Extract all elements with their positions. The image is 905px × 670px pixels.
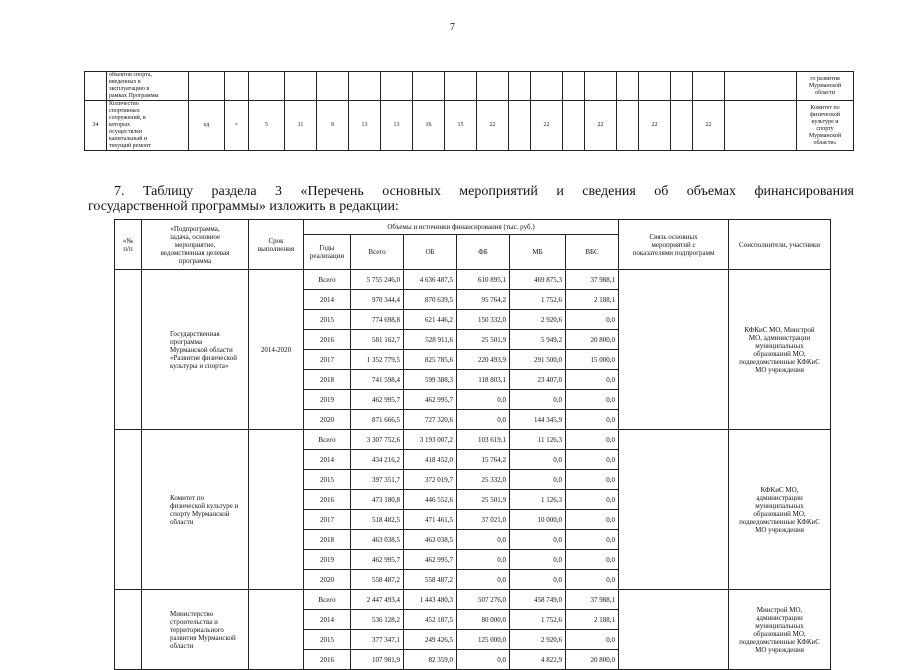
row-vbs: 0,0 bbox=[566, 550, 619, 570]
indicator-value bbox=[381, 72, 413, 101]
row-total: 107 981,9 bbox=[351, 650, 404, 670]
header-program-text-line: программа bbox=[178, 256, 212, 265]
indicator-value bbox=[317, 72, 349, 101]
header-link-text-line: мероприятий с bbox=[651, 240, 696, 249]
row-total: 871 666,5 bbox=[351, 410, 404, 430]
group-num-cell bbox=[115, 590, 142, 670]
header-num-text bbox=[117, 237, 139, 253]
row-mb: 2 920,6 bbox=[510, 310, 566, 330]
row-mb: 23 407,0 bbox=[510, 370, 566, 390]
indicator-executor-line: области» bbox=[813, 139, 837, 146]
row-vbs: 0,0 bbox=[566, 630, 619, 650]
row-total: 970 344,4 bbox=[351, 290, 404, 310]
indicator-name-line: сооружений, в bbox=[109, 115, 146, 121]
indicator-value: 13 bbox=[349, 101, 381, 151]
row-total: 377 347,1 bbox=[351, 630, 404, 650]
row-total: 462 995,7 bbox=[351, 550, 404, 570]
indicator-value bbox=[639, 72, 671, 101]
row-vbs: 2 188,1 bbox=[566, 610, 619, 630]
row-year: 2020 bbox=[304, 410, 351, 430]
row-vbs: 2 188,1 bbox=[566, 290, 619, 310]
header-program-text-line: мероприятие, bbox=[174, 240, 216, 249]
row-fb: 25 501,9 bbox=[457, 490, 510, 510]
row-ob: 249 426,5 bbox=[404, 630, 457, 650]
row-mb: 5 949,2 bbox=[510, 330, 566, 350]
row-fb: 0,0 bbox=[457, 650, 510, 670]
row-total: 536 128,2 bbox=[351, 610, 404, 630]
group-program-line: спорту Мурманской bbox=[170, 509, 230, 518]
indicator-value bbox=[285, 72, 317, 101]
indicator-value bbox=[725, 72, 797, 101]
group-program-line: области bbox=[170, 517, 194, 526]
header-link-text-line: показателями подпрограмм bbox=[632, 248, 715, 257]
group-coexec-cell bbox=[729, 430, 831, 590]
indicator-value bbox=[725, 101, 797, 151]
row-vbs: 0,0 bbox=[566, 570, 619, 590]
indicator-name bbox=[107, 72, 189, 101]
row-fb: 125 000,0 bbox=[457, 630, 510, 650]
row-year: 2020 bbox=[304, 570, 351, 590]
indicator-value: 9 bbox=[317, 101, 349, 151]
group-link-cell bbox=[619, 590, 729, 670]
group-coexec-line: подведомственные КФКиС bbox=[739, 637, 820, 646]
header-program-text-line: ведомственная целевая bbox=[160, 248, 230, 257]
group-program-cell bbox=[142, 590, 249, 670]
indicator-value: 22 bbox=[693, 101, 725, 151]
indicator-value bbox=[671, 101, 693, 151]
row-ob: 825 785,6 bbox=[404, 350, 457, 370]
group-coexec-line: муниципальных bbox=[755, 501, 804, 510]
row-total: 463 038,5 bbox=[351, 530, 404, 550]
indicators-table-continuation bbox=[84, 71, 854, 151]
group-coexec-line: МО учреждения bbox=[755, 645, 804, 654]
row-mb: 291 500,0 bbox=[510, 350, 566, 370]
row-year: Всего bbox=[304, 270, 351, 290]
row-year: 2015 bbox=[304, 630, 351, 650]
row-mb: 4 822,9 bbox=[510, 650, 566, 670]
group-program-cell bbox=[142, 430, 249, 590]
row-ob: 452 187,5 bbox=[404, 610, 457, 630]
header-total: Всего bbox=[351, 235, 404, 270]
group-program-line: развития Мурманской bbox=[170, 633, 236, 642]
row-ob: 621 446,2 bbox=[404, 310, 457, 330]
row-ob: 462 995,7 bbox=[404, 390, 457, 410]
indicator-value bbox=[413, 72, 445, 101]
header-years bbox=[304, 235, 351, 270]
row-fb: 0,0 bbox=[457, 550, 510, 570]
indicator-value bbox=[671, 72, 693, 101]
row-ob: 372 019,7 bbox=[404, 470, 457, 490]
row-ob: 558 487,2 bbox=[404, 570, 457, 590]
row-fb: 220 493,9 bbox=[457, 350, 510, 370]
indicator-executor-line: спорту bbox=[816, 125, 834, 132]
indicator-value: 22 bbox=[639, 101, 671, 151]
indicator-executor bbox=[797, 72, 854, 101]
group-num-cell bbox=[115, 430, 142, 590]
row-fb: 0,0 bbox=[457, 410, 510, 430]
header-period bbox=[249, 220, 304, 270]
indicator-base: = bbox=[225, 101, 249, 151]
indicator-value: 22 bbox=[585, 101, 617, 151]
header-ob: ОБ bbox=[404, 235, 457, 270]
table-row bbox=[115, 430, 831, 450]
row-total: 518 482,5 bbox=[351, 510, 404, 530]
row-vbs: 20 800,0 bbox=[566, 650, 619, 670]
row-vbs: 0,0 bbox=[566, 390, 619, 410]
group-coexec-line: МО учреждения bbox=[755, 525, 804, 534]
group-coexec-cell bbox=[729, 270, 831, 430]
row-vbs: 0,0 bbox=[566, 530, 619, 550]
indicator-value: 11 bbox=[285, 101, 317, 151]
row-total: 774 698,8 bbox=[351, 310, 404, 330]
row-year: 2014 bbox=[304, 610, 351, 630]
indicator-executor-line: физической bbox=[810, 111, 840, 118]
group-program-cell bbox=[142, 270, 249, 430]
indicator-name-line: рамках Программы bbox=[109, 93, 159, 99]
group-coexec-line: КФКиС МО, Минстрой bbox=[744, 325, 815, 334]
row-vbs: 0,0 bbox=[566, 470, 619, 490]
indicator-value bbox=[563, 101, 585, 151]
indicator-name-line: объектов спорта, bbox=[109, 72, 153, 78]
indicator-executor-line: Комитет по bbox=[810, 104, 840, 111]
header-years-text bbox=[306, 244, 348, 260]
group-program-line: Мурманской области bbox=[170, 345, 233, 354]
row-ob: 727 320,6 bbox=[404, 410, 457, 430]
row-total: 558 487,2 bbox=[351, 570, 404, 590]
header-program-text bbox=[144, 225, 246, 265]
indicator-value bbox=[349, 72, 381, 101]
row-mb: 469 875,3 bbox=[510, 270, 566, 290]
row-year: 2018 bbox=[304, 530, 351, 550]
row-year: 2017 bbox=[304, 350, 351, 370]
indicator-name-line: текущий ремонт bbox=[109, 143, 151, 149]
indicator-value bbox=[693, 72, 725, 101]
header-vbs: ВБС bbox=[566, 235, 619, 270]
indicator-name-line: эксплуатацию в bbox=[109, 86, 150, 92]
group-program-line: территориального bbox=[170, 625, 224, 634]
group-num-cell bbox=[115, 270, 142, 430]
group-period-cell bbox=[249, 430, 304, 590]
indicator-name-line: осуществлен bbox=[109, 129, 143, 135]
header-link-text bbox=[621, 233, 726, 257]
row-year: 2016 bbox=[304, 490, 351, 510]
row-ob: 4 636 487,5 bbox=[404, 270, 457, 290]
row-total: 5 755 246,0 bbox=[351, 270, 404, 290]
row-year: 2017 bbox=[304, 510, 351, 530]
activities-financing-table bbox=[114, 219, 831, 670]
row-ob: 1 443 480,3 bbox=[404, 590, 457, 610]
row-vbs: 0,0 bbox=[566, 510, 619, 530]
row-vbs: 0,0 bbox=[566, 450, 619, 470]
group-coexec-line: муниципальных bbox=[755, 341, 804, 350]
row-total: 2 447 493,4 bbox=[351, 590, 404, 610]
row-fb: 103 619,1 bbox=[457, 430, 510, 450]
row-ob: 446 552,6 bbox=[404, 490, 457, 510]
indicator-num bbox=[85, 72, 107, 101]
row-fb: 37 021,0 bbox=[457, 510, 510, 530]
row-mb: 0,0 bbox=[510, 390, 566, 410]
row-total: 1 352 779,5 bbox=[351, 350, 404, 370]
header-program bbox=[142, 220, 249, 270]
indicator-value bbox=[617, 101, 639, 151]
row-fb: 150 332,0 bbox=[457, 310, 510, 330]
indicator-value: 16 bbox=[413, 101, 445, 151]
row-total: 581 162,7 bbox=[351, 330, 404, 350]
header-fb: ФБ bbox=[457, 235, 510, 270]
group-program-line: программа bbox=[170, 337, 203, 346]
row-vbs: 0,0 bbox=[566, 410, 619, 430]
row-mb: 11 126,3 bbox=[510, 430, 566, 450]
header-program-text-line: «Подпрограмма, bbox=[170, 224, 220, 233]
row-fb: 15 764,2 bbox=[457, 450, 510, 470]
row-vbs: 37 988,1 bbox=[566, 270, 619, 290]
indicator-value bbox=[509, 72, 531, 101]
row-year: 2016 bbox=[304, 650, 351, 670]
indicator-value bbox=[249, 72, 285, 101]
indicator-executor bbox=[797, 101, 854, 151]
section-heading bbox=[88, 184, 854, 214]
row-vbs: 0,0 bbox=[566, 370, 619, 390]
row-ob: 528 911,6 bbox=[404, 330, 457, 350]
row-fb: 118 803,1 bbox=[457, 370, 510, 390]
row-fb: 80 000,0 bbox=[457, 610, 510, 630]
group-program-line: культуры и спорта» bbox=[170, 361, 229, 370]
indicator-value bbox=[509, 101, 531, 151]
row-vbs: 0,0 bbox=[566, 430, 619, 450]
group-coexec-line: подведомственные КФКиС bbox=[739, 357, 820, 366]
group-coexec-line: КФКиС МО, bbox=[760, 485, 799, 494]
indicator-value bbox=[477, 72, 509, 101]
indicator-unit: ед bbox=[189, 101, 225, 151]
row-mb: 1 752,6 bbox=[510, 290, 566, 310]
row-ob: 82 359,0 bbox=[404, 650, 457, 670]
header-num-text-line: «№ bbox=[122, 236, 134, 245]
group-coexec-line: образований МО, bbox=[753, 349, 806, 358]
row-year: Всего bbox=[304, 430, 351, 450]
row-ob: 3 193 007,2 bbox=[404, 430, 457, 450]
indicator-value: 15 bbox=[445, 101, 477, 151]
row-mb: 0,0 bbox=[510, 470, 566, 490]
row-ob: 462 995,7 bbox=[404, 550, 457, 570]
indicator-name-line: капитальный и bbox=[109, 136, 148, 142]
group-period-cell bbox=[249, 590, 304, 670]
group-coexec-line: Минстрой МО, bbox=[756, 605, 803, 614]
indicator-executor-line: Мурманской bbox=[808, 132, 842, 139]
indicator-num: 34 bbox=[85, 101, 107, 151]
row-ob: 471 461,5 bbox=[404, 510, 457, 530]
header-num-text-line: п/п bbox=[123, 244, 133, 253]
group-program-line: «Развитие физической bbox=[170, 353, 237, 362]
indicator-name-line: введенных в bbox=[109, 79, 141, 85]
indicator-value bbox=[585, 72, 617, 101]
row-total: 3 307 752,6 bbox=[351, 430, 404, 450]
group-link-cell bbox=[619, 270, 729, 430]
header-link bbox=[619, 220, 729, 270]
row-mb: 0,0 bbox=[510, 450, 566, 470]
indicator-value: 5 bbox=[249, 101, 285, 151]
group-coexec-line: МО, администрации bbox=[748, 333, 811, 342]
header-period-text-line: выполнения bbox=[257, 244, 295, 253]
header-funding-group: Объемы и источники финансирования (тыс. руб.) bbox=[304, 220, 619, 235]
row-year: 2014 bbox=[304, 290, 351, 310]
indicator-name-line: которых bbox=[109, 122, 131, 128]
header-num bbox=[115, 220, 142, 270]
indicator-value: 22 bbox=[477, 101, 509, 151]
group-coexec-line: муниципальных bbox=[755, 621, 804, 630]
header-mb: МБ bbox=[510, 235, 566, 270]
row-fb: 25 332,0 bbox=[457, 470, 510, 490]
row-mb: 2 920,6 bbox=[510, 630, 566, 650]
row-year: 2014 bbox=[304, 450, 351, 470]
indicator-unit bbox=[189, 72, 225, 101]
row-ob: 418 452,0 bbox=[404, 450, 457, 470]
group-coexec-cell bbox=[729, 590, 831, 670]
group-link-cell bbox=[619, 430, 729, 590]
row-vbs: 0,0 bbox=[566, 490, 619, 510]
row-total: 434 216,2 bbox=[351, 450, 404, 470]
group-coexec-line: администрации bbox=[756, 493, 803, 502]
row-fb: 0,0 bbox=[457, 570, 510, 590]
indicator-value bbox=[563, 72, 585, 101]
indicator-name-line: спортивных bbox=[109, 108, 140, 114]
indicator-value bbox=[445, 72, 477, 101]
indicator-executor-line: области bbox=[814, 89, 836, 96]
indicator-value bbox=[617, 72, 639, 101]
row-fb: 610 895,1 bbox=[457, 270, 510, 290]
header-link-text-line: Связь основных bbox=[649, 232, 698, 241]
group-program-line: области bbox=[170, 641, 194, 650]
row-mb: 1 126,3 bbox=[510, 490, 566, 510]
row-vbs: 37 988,1 bbox=[566, 590, 619, 610]
row-vbs: 0,0 bbox=[566, 310, 619, 330]
group-period-cell: 2014-2020 bbox=[249, 270, 304, 430]
group-coexec-line: образований МО, bbox=[753, 629, 806, 638]
group-coexec-line: МО учреждения bbox=[755, 365, 804, 374]
indicator-base bbox=[225, 72, 249, 101]
header-years-text-line: реализации bbox=[309, 252, 345, 260]
table-row bbox=[85, 101, 854, 151]
group-program-line: физической культуре и bbox=[170, 501, 239, 510]
row-year: 2019 bbox=[304, 390, 351, 410]
heading-line-2: государственной программы» изложить в редакции: bbox=[88, 199, 399, 214]
header-period-text-line: Срок bbox=[268, 236, 284, 245]
row-ob: 463 038,5 bbox=[404, 530, 457, 550]
row-total: 462 995,7 bbox=[351, 390, 404, 410]
row-fb: 507 276,0 bbox=[457, 590, 510, 610]
group-program-line: Министерство bbox=[170, 609, 214, 618]
row-year: 2019 bbox=[304, 550, 351, 570]
row-fb: 0,0 bbox=[457, 390, 510, 410]
group-coexec-line: образований МО, bbox=[753, 509, 806, 518]
row-mb: 0,0 bbox=[510, 550, 566, 570]
row-ob: 870 639,5 bbox=[404, 290, 457, 310]
row-year: Всего bbox=[304, 590, 351, 610]
table-row bbox=[115, 590, 831, 610]
indicator-executor-line: культуре и bbox=[811, 118, 839, 125]
table-row bbox=[85, 72, 854, 101]
indicator-value: 22 bbox=[531, 101, 563, 151]
indicator-name bbox=[107, 101, 189, 151]
row-mb: 0,0 bbox=[510, 530, 566, 550]
row-total: 397 351,7 bbox=[351, 470, 404, 490]
row-total: 473 180,8 bbox=[351, 490, 404, 510]
row-year: 2015 bbox=[304, 470, 351, 490]
indicator-executor-line: Мурманской bbox=[808, 82, 842, 89]
row-mb: 144 345,9 bbox=[510, 410, 566, 430]
row-mb: 10 000,0 bbox=[510, 510, 566, 530]
group-program-line: строительства и bbox=[170, 617, 218, 626]
row-fb: 25 501,9 bbox=[457, 330, 510, 350]
row-fb: 0,0 bbox=[457, 530, 510, 550]
header-years-text-line: Годы bbox=[319, 244, 335, 252]
row-mb: 0,0 bbox=[510, 570, 566, 590]
page-number: 7 bbox=[450, 22, 455, 33]
row-year: 2015 bbox=[304, 310, 351, 330]
group-program-line: Государственная bbox=[170, 329, 220, 338]
header-coexec: Соисполнители, участники bbox=[729, 220, 831, 270]
row-fb: 95 764,2 bbox=[457, 290, 510, 310]
indicator-value: 13 bbox=[381, 101, 413, 151]
indicator-executor-line: го развития bbox=[810, 75, 840, 82]
header-program-text-line: задача, основное bbox=[169, 232, 221, 241]
row-mb: 458 749,0 bbox=[510, 590, 566, 610]
indicator-value bbox=[531, 72, 563, 101]
row-vbs: 20 800,0 bbox=[566, 330, 619, 350]
group-program-line: Комитет по bbox=[170, 493, 205, 502]
row-mb: 1 752,6 bbox=[510, 610, 566, 630]
row-vbs: 15 000,0 bbox=[566, 350, 619, 370]
row-ob: 599 388,3 bbox=[404, 370, 457, 390]
header-period-text bbox=[251, 237, 301, 253]
indicator-name-line: Количество bbox=[109, 101, 139, 107]
row-year: 2018 bbox=[304, 370, 351, 390]
group-coexec-line: подведомственные КФКиС bbox=[739, 517, 820, 526]
table-row bbox=[115, 270, 831, 290]
row-total: 741 598,4 bbox=[351, 370, 404, 390]
group-coexec-line: администрации bbox=[756, 613, 803, 622]
heading-line-1: 7. Таблицу раздела 3 «Перечень основных мероприятий и сведения об объемах финансирования bbox=[114, 184, 854, 199]
row-year: 2016 bbox=[304, 330, 351, 350]
